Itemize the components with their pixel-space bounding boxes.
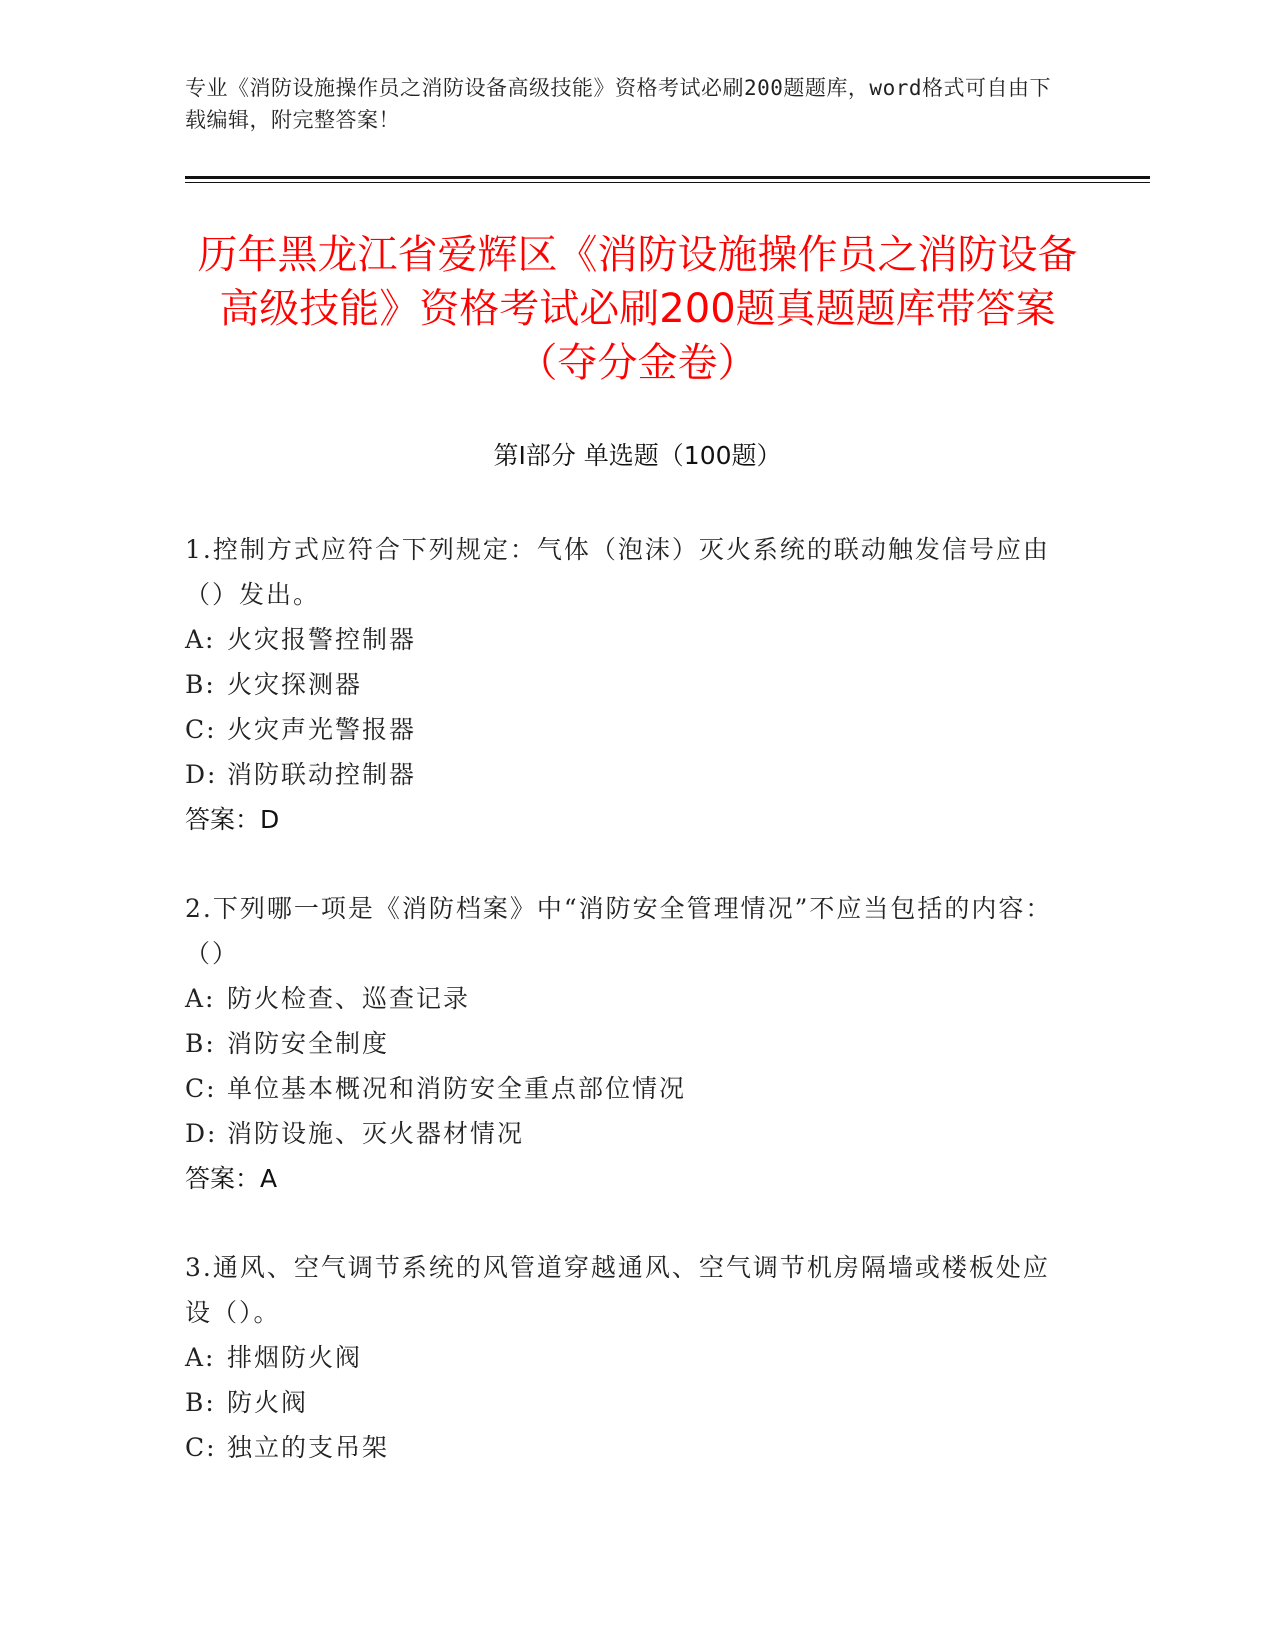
option-text: 独立的支吊架 (227, 1433, 390, 1462)
option-text: 火灾探测器 (227, 670, 363, 699)
option-letter: C: (185, 715, 217, 744)
option-text: 单位基本概况和消防安全重点部位情况 (227, 1074, 687, 1103)
option-letter: D: (185, 1119, 218, 1148)
question-2 (185, 886, 1065, 1201)
question-list (185, 527, 1065, 1514)
option-text: 消防安全制度 (227, 1029, 390, 1058)
header-note: 专业《消防设施操作员之消防设备高级技能》资格考试必刷200题题库，word格式可自由下载编辑，附完整答案！ (185, 76, 1051, 132)
section-title: 第Ⅰ部分 单选题（100题） (493, 441, 782, 470)
option-c (185, 707, 1065, 752)
question-1 (185, 527, 1065, 842)
option-text: 防火检查、巡查记录 (227, 984, 471, 1013)
option-d (185, 1111, 1065, 1156)
question-3 (185, 1245, 1065, 1470)
option-letter: C: (185, 1074, 217, 1103)
option-letter: A: (185, 1343, 216, 1372)
option-b (185, 1380, 1065, 1425)
option-text: 防火阀 (227, 1388, 309, 1417)
option-c (185, 1066, 1065, 1111)
option-c (185, 1425, 1065, 1470)
question-stem: 2.下列哪一项是《消防档案》中“消防安全管理情况”不应当包括的内容：（） (185, 894, 1053, 968)
option-a (185, 1335, 1065, 1380)
question-stem: 3.通风、空气调节系统的风管道穿越通风、空气调节机房隔墙或楼板处应设（）。 (185, 1253, 1050, 1327)
header-divider-thin (185, 182, 1150, 183)
option-text: 消防设施、灭火器材情况 (227, 1119, 525, 1148)
option-a (185, 617, 1065, 662)
option-b (185, 1021, 1065, 1066)
option-text: 火灾声光警报器 (227, 715, 417, 744)
option-d (185, 752, 1065, 797)
answer: 答案：A (185, 1164, 278, 1193)
option-letter: B: (185, 670, 216, 699)
option-text: 火灾报警控制器 (227, 625, 417, 654)
option-a (185, 976, 1065, 1021)
answer: 答案：D (185, 805, 280, 834)
option-letter: A: (185, 625, 216, 654)
document-title: 历年黑龙江省爱辉区《消防设施操作员之消防设备高级技能》资格考试必刷200题真题题库带答案（夺分金卷） (197, 232, 1078, 386)
option-text: 消防联动控制器 (227, 760, 417, 789)
option-letter: B: (185, 1388, 216, 1417)
question-stem: 1.控制方式应符合下列规定：气体（泡沫）灭火系统的联动触发信号应由（）发出。 (185, 535, 1050, 609)
option-letter: B: (185, 1029, 216, 1058)
option-b (185, 662, 1065, 707)
header-divider-thick (185, 176, 1150, 179)
option-text: 排烟防火阀 (227, 1343, 363, 1372)
option-letter: A: (185, 984, 216, 1013)
option-letter: C: (185, 1433, 217, 1462)
option-letter: D: (185, 760, 218, 789)
